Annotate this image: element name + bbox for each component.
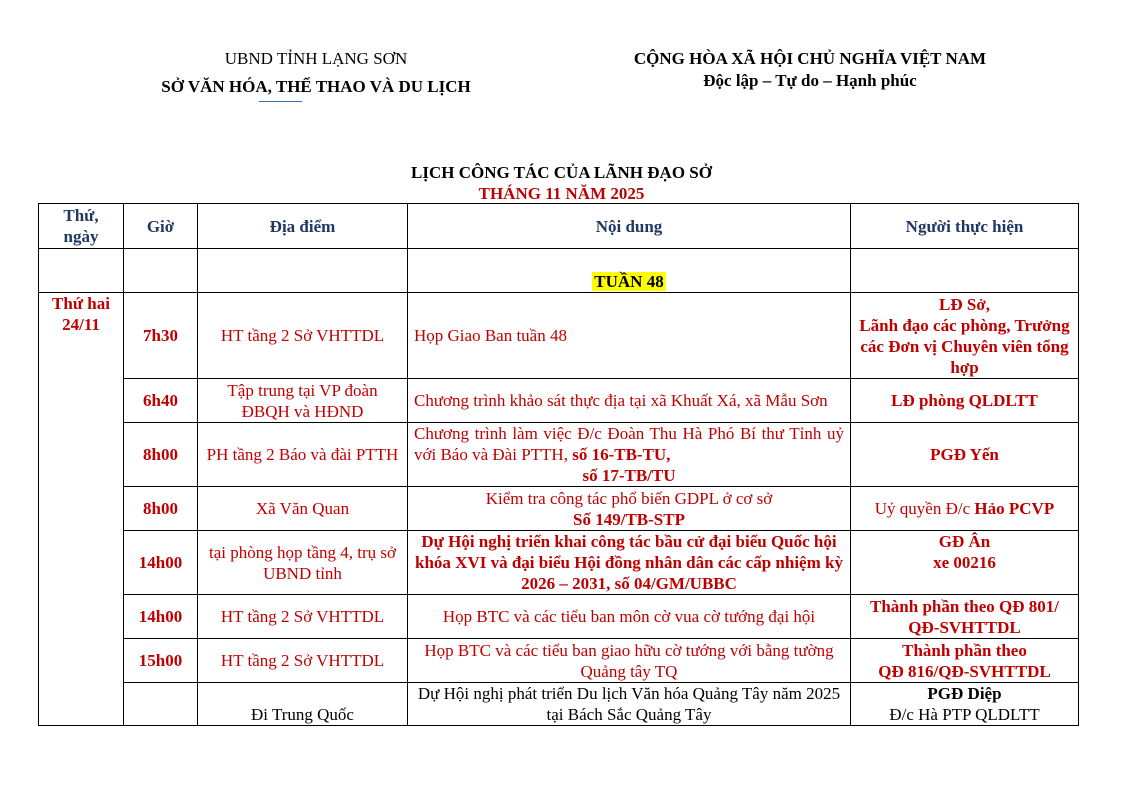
column-header-content: Nội dung: [408, 204, 851, 249]
table-row: [39, 487, 1079, 531]
department-name: SỞ VĂN HÓA, THỂ THAO VÀ DU LỊCH: [161, 77, 471, 96]
week-row: [39, 249, 1079, 293]
person-line: Lãnh đạo các phòng, Trưởng các Đơn vị Chuyên viên tổng hợp: [859, 315, 1070, 377]
content-ref: số 17-TB/TU: [582, 466, 676, 485]
person-cell: [851, 639, 1079, 683]
schedule-table: [38, 203, 1079, 726]
column-header-day: Thứ, ngày: [39, 204, 124, 249]
table-row: [39, 293, 1079, 379]
content-cell: [408, 487, 851, 531]
national-header: [590, 48, 1030, 92]
day-cell: Thứ hai 24/11: [39, 293, 124, 726]
person-line: Đ/c Hà PTP QLDLTT: [889, 705, 1040, 724]
person-line: GĐ Ân: [938, 532, 991, 551]
person-cell: Thành phần theo QĐ 801/ QĐ-SVHTTDL: [851, 595, 1079, 639]
person-cell: [851, 683, 1079, 726]
table-row: [39, 683, 1079, 726]
column-header-person: Người thực hiện: [851, 204, 1079, 249]
time-cell: 7h30: [124, 293, 198, 379]
document-title: LỊCH CÔNG TÁC CỦA LÃNH ĐẠO SỞ: [410, 163, 712, 182]
person-cell: PGĐ Yến: [851, 423, 1079, 487]
time-cell: 14h00: [124, 595, 198, 639]
time-cell: 8h00: [124, 487, 198, 531]
time-cell: 6h40: [124, 379, 198, 423]
person-line: QĐ 816/QĐ-SVHTTDL: [878, 661, 1051, 681]
person-line: LĐ Sở,: [939, 294, 990, 314]
person-name: Hảo PCVP: [974, 499, 1055, 518]
content-cell: Họp BTC và các tiểu ban môn cờ vua cờ tướng đại hội: [408, 595, 851, 639]
agency-name: UBND TỈNH LẠNG SƠN: [224, 49, 408, 68]
time-cell: [124, 683, 198, 726]
place-cell: HT tầng 2 Sở VHTTDL: [198, 639, 408, 683]
time-cell: 15h00: [124, 639, 198, 683]
person-line: Thành phần theo: [902, 640, 1027, 660]
table-header-row: [39, 204, 1079, 249]
person-cell: [851, 487, 1079, 531]
table-row: [39, 595, 1079, 639]
place-cell: tại phòng họp tầng 4, trụ sở UBND tỉnh: [198, 531, 408, 595]
content-cell: Chương trình khảo sát thực địa tại xã Khuất Xá, xã Mẫu Sơn: [408, 379, 851, 423]
content-cell: Dự Hội nghị phát triển Du lịch Văn hóa Quảng Tây năm 2025 tại Bách Sắc Quảng Tây: [408, 683, 851, 726]
content-text: Chương trình làm việc Đ/c Đoàn Thu Hà Phó Bí thư Tỉnh uỷ với Báo và Đài PTTH,: [414, 424, 844, 464]
content-ref: Số 149/TB-STP: [573, 509, 685, 529]
content-cell: Họp Giao Ban tuần 48: [408, 293, 851, 379]
person-cell: LĐ phòng QLDLTT: [851, 379, 1079, 423]
person-line: xe 00216: [933, 553, 996, 572]
place-cell: Xã Văn Quan: [198, 487, 408, 531]
place-cell: PH tầng 2 Báo và đài PTTH: [198, 423, 408, 487]
national-motto: Độc lập – Tự do – Hạnh phúc: [703, 71, 917, 90]
agency-header: [135, 48, 497, 98]
department-underline: [259, 101, 302, 102]
table-row: [39, 423, 1079, 487]
table-row: [39, 639, 1079, 683]
column-header-time: Giờ: [124, 204, 198, 249]
content-cell: Dự Hội nghị triển khai công tác bầu cử đại biểu Quốc hội khóa XVI và đại biểu Hội đồng nhân dân các cấp nhiệm kỳ 2026 – 2031, số 04/GM/UBBC: [408, 531, 851, 595]
content-cell: [408, 423, 851, 487]
column-header-place: Địa điểm: [198, 204, 408, 249]
place-cell: HT tầng 2 Sở VHTTDL: [198, 595, 408, 639]
week-label: TUẦN 48: [594, 272, 664, 291]
time-cell: 8h00: [124, 423, 198, 487]
country-name: CỘNG HÒA XÃ HỘI CHỦ NGHĨA VIỆT NAM: [633, 49, 987, 68]
content-text: Kiểm tra công tác phổ biến GDPL ở cơ sở: [485, 488, 773, 508]
content-cell: Họp BTC và các tiểu ban giao hữu cờ tướng với bằng tường Quảng tây TQ: [408, 639, 851, 683]
table-row: [39, 531, 1079, 595]
content-ref: số 16-TB-TU,: [572, 445, 671, 464]
place-cell: Tập trung tại VP đoàn ĐBQH và HĐND: [198, 379, 408, 423]
person-cell: [851, 293, 1079, 379]
place-cell: HT tầng 2 Sở VHTTDL: [198, 293, 408, 379]
person-prefix: Uỷ quyền Đ/c: [874, 499, 971, 518]
place-cell: Đi Trung Quốc: [198, 683, 408, 726]
person-line: PGĐ Diệp: [927, 684, 1002, 703]
time-cell: 14h00: [124, 531, 198, 595]
person-cell: [851, 531, 1079, 595]
table-row: [39, 379, 1079, 423]
document-subtitle: THÁNG 11 NĂM 2025: [478, 184, 645, 203]
